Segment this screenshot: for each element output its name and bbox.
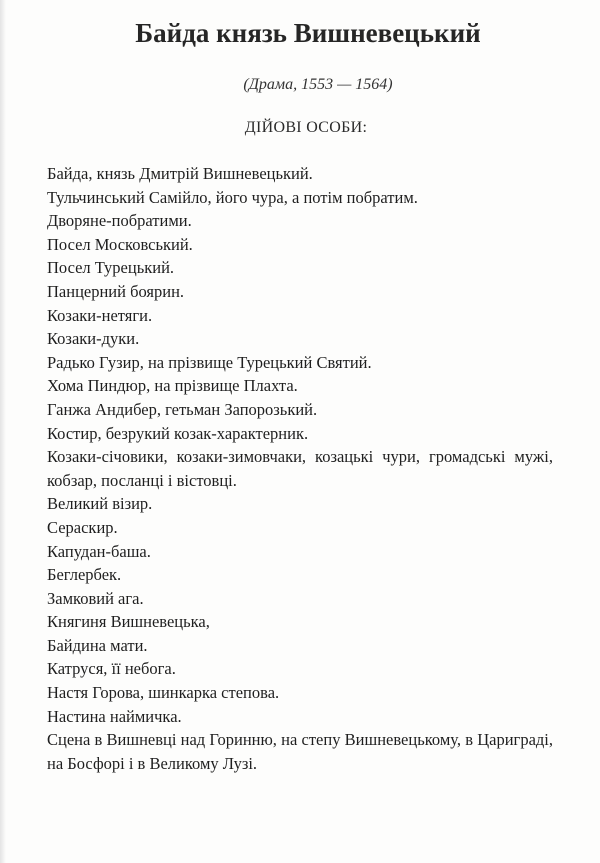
character-entry: Капудан-баша. (47, 541, 151, 561)
character-entry: Костир, безрукий козак-характерник. (47, 423, 309, 443)
character-entry: Хома Пиндюр, на прізвище Плахта. (47, 376, 298, 396)
character-entry: Козаки-нетяги. (47, 305, 153, 325)
character-entry: Дворяне-побратими. (47, 211, 192, 231)
character-entry: Козаки-дуки. (47, 329, 140, 349)
page-title: Байда князь Вишневецький (135, 18, 481, 48)
character-entry: Панцерний боярин. (47, 281, 185, 301)
character-entry: Посел Турецький. (47, 258, 175, 278)
character-entry: Великий візир. (47, 494, 153, 514)
character-entry: Посел Московський. (47, 234, 193, 254)
character-list (47, 162, 553, 775)
character-entry: Радько Гузир, на прізвище Турецький Святий. (47, 352, 372, 372)
character-entry: Тульчинський Самійло, його чура, а потім побратим. (47, 187, 418, 207)
character-entry: Байда, князь Дмитрій Вишневецький. (47, 164, 313, 183)
character-entry: Ганжа Андибер, гетьман Запорозький. (47, 399, 318, 419)
character-entry: Сцена в Вишневці над Горинню, на степу Вишневецькому, в Цариграді, на Босфорі і в Великому Лузі. (47, 730, 553, 773)
character-entry: Настя Горова, шинкарка степова. (47, 683, 280, 703)
character-entry: Настина наймичка. (47, 706, 182, 726)
character-entry: Сераскир. (47, 517, 118, 537)
subtitle: (Драма, 1553 — 1564) (243, 76, 393, 93)
character-entry: Катруся, її небога. (47, 659, 176, 679)
section-heading: ДІЙОВІ ОСОБИ: (244, 119, 368, 136)
character-entry: Княгиня Вишневецька, (47, 612, 210, 632)
character-entry: Козаки-січовики, козаки-зимовчаки, козацькі чури, громадські мужі, кобзар, посланці і вістовці. (47, 447, 553, 490)
character-entry: Байдина мати. (47, 635, 148, 655)
character-entry: Замковий ага. (47, 588, 144, 608)
character-entry: Беглербек. (47, 565, 122, 585)
